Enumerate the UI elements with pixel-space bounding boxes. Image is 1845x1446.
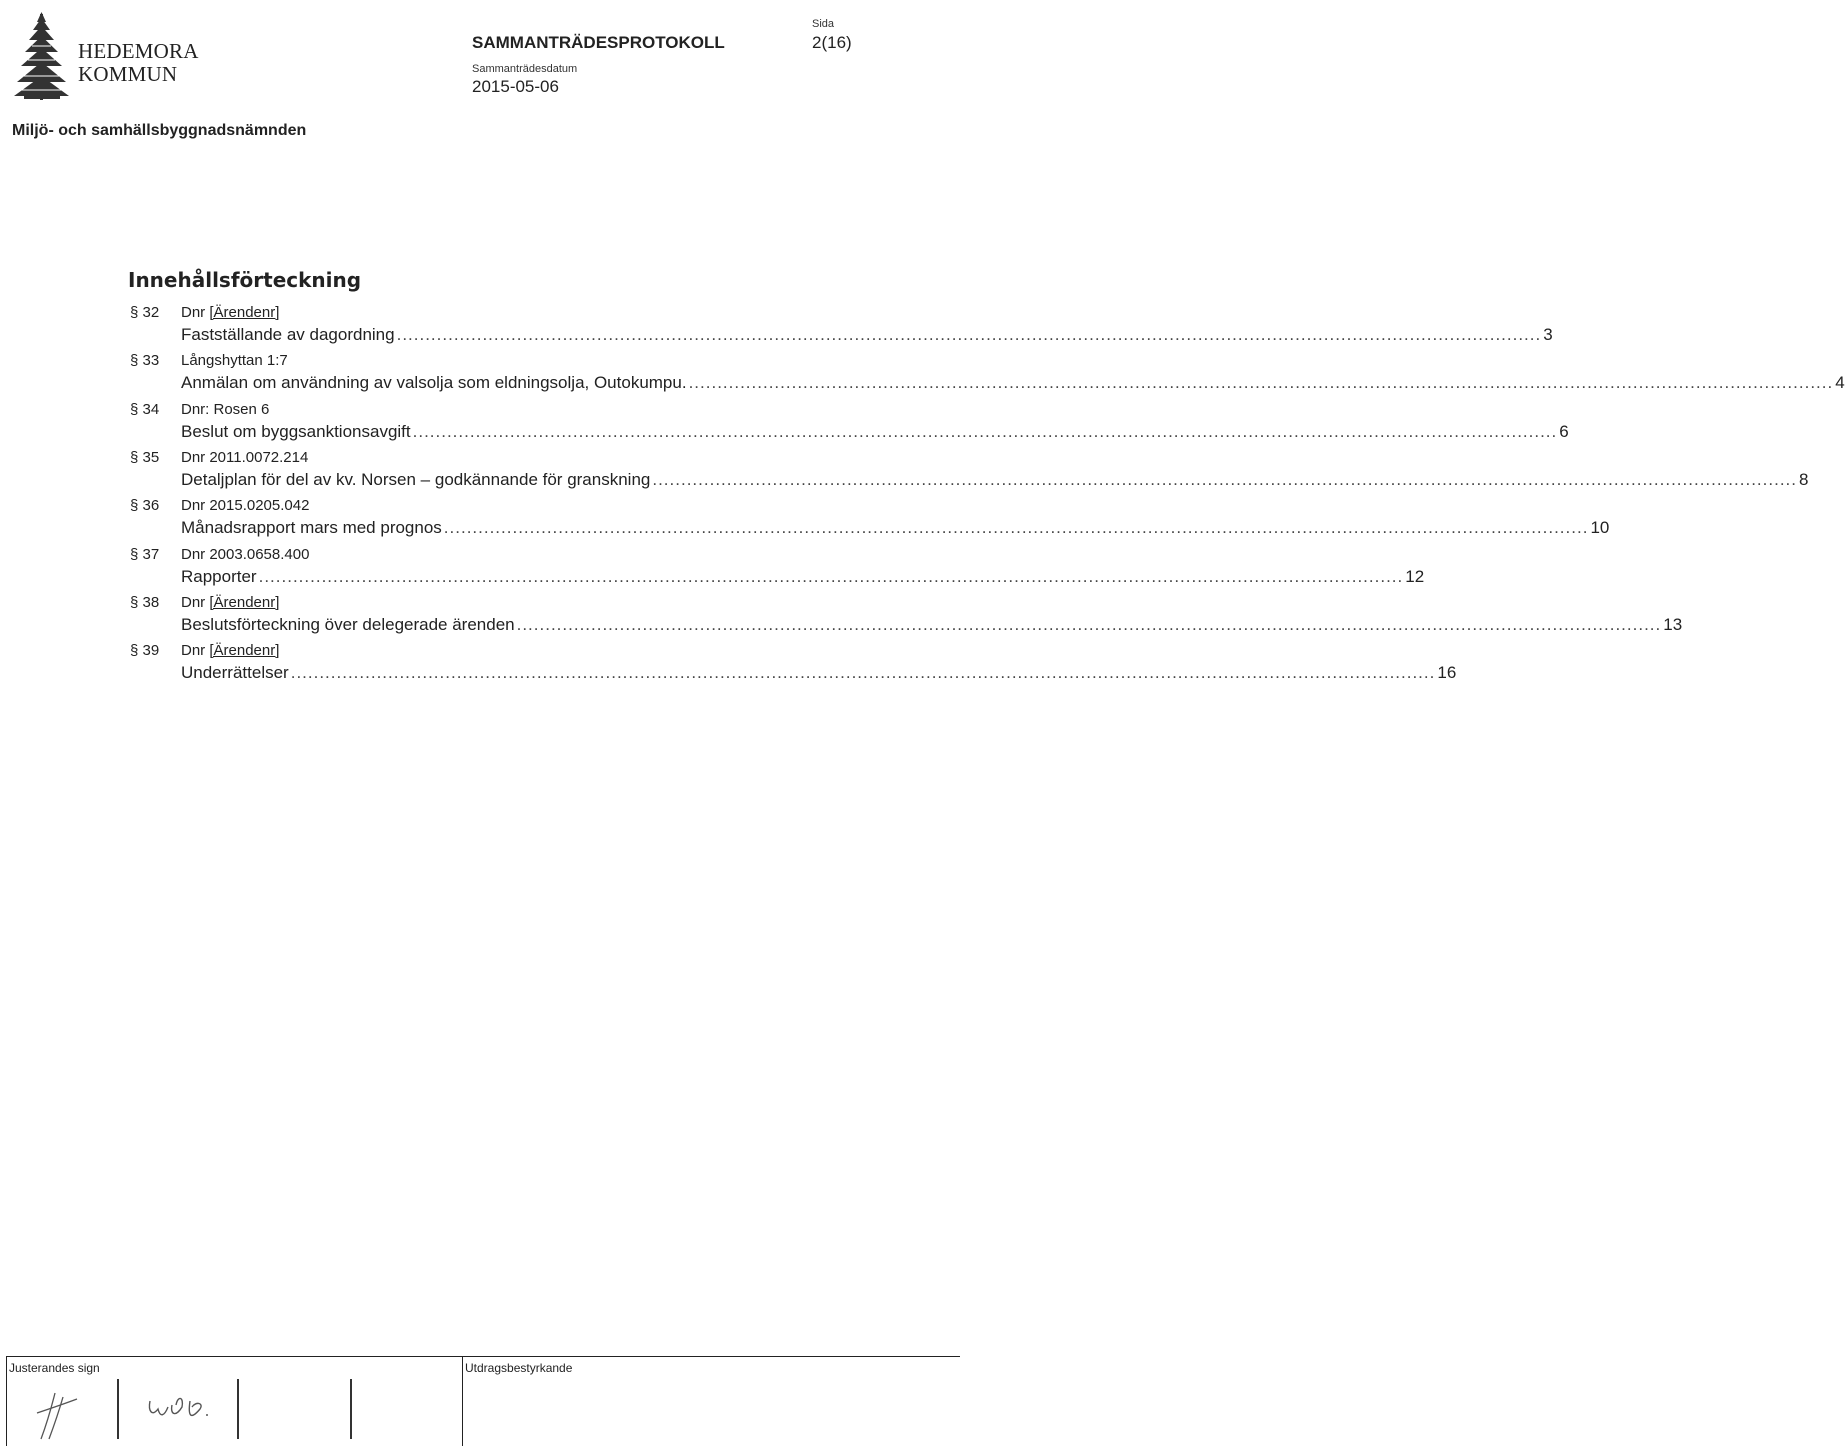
- toc-entry: [0, 593, 1683, 642]
- case-reference: [181, 594, 279, 611]
- toc-line: [181, 469, 1809, 492]
- case-reference-number: Dnr 2015.0205.042: [181, 497, 310, 515]
- document-title: SAMMANTRÄDESPROTOKOLL: [472, 33, 725, 52]
- toc-entry-page: 13: [1663, 614, 1683, 634]
- section-number: § 38: [130, 593, 160, 611]
- case-reference: [181, 449, 308, 466]
- dot-leader: ........................................................................................................................................................................................................: [652, 469, 1797, 489]
- case-reference: [181, 497, 309, 514]
- toc-entry-title: Rapporter: [181, 566, 257, 586]
- sign-divider: [117, 1379, 119, 1439]
- case-reference-number: Dnr: Rosen 6: [181, 400, 270, 418]
- dot-leader: ........................................................................................................................................................................................................: [412, 421, 1558, 441]
- toc-entry-title: Detaljplan för del av kv. Norsen – godkännande för granskning: [181, 469, 651, 489]
- toc-entry-title: Beslutsförteckning över delegerade ärenden: [181, 614, 515, 634]
- toc-entry: [0, 400, 1569, 449]
- section-number: § 37: [130, 545, 160, 563]
- toc-entry: [0, 352, 1845, 400]
- sign-divider: [350, 1379, 352, 1439]
- page-label: Sida: [812, 18, 835, 30]
- section-number: § 39: [130, 642, 160, 660]
- toc-heading: Innehållsförteckning: [128, 268, 362, 292]
- certification-cell: [462, 1357, 961, 1446]
- signature-footer: [6, 1356, 960, 1446]
- case-reference-prefix: Dnr: [181, 593, 210, 611]
- section-number: § 33: [130, 352, 160, 370]
- handwritten-signature-1: [29, 1383, 89, 1443]
- toc-line: [181, 566, 1425, 589]
- sign-label: Justerandes sign: [9, 1361, 100, 1375]
- org-name-line2: KOMMUN: [78, 62, 178, 86]
- sign-divider: [237, 1379, 239, 1439]
- toc-line: [181, 373, 1845, 395]
- case-reference: [181, 546, 309, 563]
- spruce-tree-icon: [12, 6, 72, 102]
- toc-entry-title: Månadsrapport mars med prognos: [181, 518, 442, 538]
- municipality-logo: [12, 6, 202, 102]
- case-reference-prefix: Dnr: [181, 642, 210, 660]
- section-number: § 36: [130, 497, 160, 515]
- case-reference: [181, 304, 279, 321]
- signature-cell: [6, 1357, 460, 1446]
- case-reference-prefix: Dnr: [181, 304, 210, 321]
- case-reference: [181, 401, 269, 418]
- toc-entry-title: Underrättelser: [181, 663, 289, 683]
- case-reference-number: Dnr 2011.0072.214: [181, 448, 309, 466]
- dot-leader: ........................................................................................................................................................................................................: [516, 614, 1662, 634]
- toc-line: [181, 614, 1683, 637]
- section-number: § 32: [130, 304, 160, 321]
- handwritten-signature-2: [142, 1387, 222, 1427]
- dot-leader: ........................................................................................................................................................................................................: [290, 663, 1436, 683]
- toc-entry-title: Beslut om byggsanktionsavgift: [181, 421, 411, 441]
- case-reference-number: [Ärendenr]: [209, 593, 280, 611]
- toc-entry-page: 6: [1559, 421, 1569, 441]
- toc-line: [181, 421, 1569, 444]
- meeting-date-label: Sammanträdesdatum: [472, 63, 578, 75]
- case-reference-number: Dnr 2003.0658.400: [181, 545, 310, 563]
- page-number: 2(16): [812, 33, 852, 52]
- toc-entry-title: Anmälan om användning av valsolja som eldningsolja, Outokumpu.: [181, 373, 687, 393]
- case-reference-number: [Ärendenr]: [209, 304, 280, 321]
- toc-line: [181, 518, 1610, 540]
- meeting-date: 2015-05-06: [472, 77, 559, 96]
- toc-line: [181, 663, 1457, 685]
- toc-entry-page: 10: [1590, 518, 1610, 538]
- section-number: § 34: [130, 400, 160, 418]
- toc-entry-page: 4: [1835, 373, 1845, 393]
- toc-entry: [0, 497, 1610, 545]
- toc-entry: [0, 545, 1425, 594]
- certification-label: Utdragsbestyrkande: [465, 1361, 573, 1375]
- case-reference-number: [Ärendenr]: [209, 642, 280, 660]
- toc-entry-title: Fastställande av dagordning: [181, 325, 395, 344]
- case-reference: [181, 352, 288, 369]
- toc-entry: [0, 448, 1809, 497]
- dot-leader: ........................................................................................................................................................................................................: [258, 566, 1404, 586]
- logo-text: [78, 40, 199, 86]
- case-reference-number: Långshyttan 1:7: [181, 352, 288, 370]
- toc-entry-page: 8: [1799, 469, 1809, 489]
- dot-leader: ........................................................................................................................................................................................................: [443, 518, 1589, 538]
- case-reference: [181, 642, 279, 659]
- toc-line: [181, 325, 1553, 347]
- toc-entry-page: 16: [1437, 663, 1457, 683]
- toc-entry-page: 3: [1543, 325, 1553, 344]
- dot-leader: ........................................................................................................................................................................................................: [688, 373, 1834, 393]
- toc-entry: [0, 304, 1553, 352]
- committee-name: Miljö- och samhällsbyggnadsnämnden: [12, 122, 307, 139]
- dot-leader: ........................................................................................................................................................................................................: [396, 325, 1542, 344]
- toc-entry-page: 12: [1405, 566, 1425, 586]
- toc-entry: [0, 642, 1457, 690]
- section-number: § 35: [130, 448, 160, 466]
- org-name-line1: HEDEMORA: [78, 39, 199, 63]
